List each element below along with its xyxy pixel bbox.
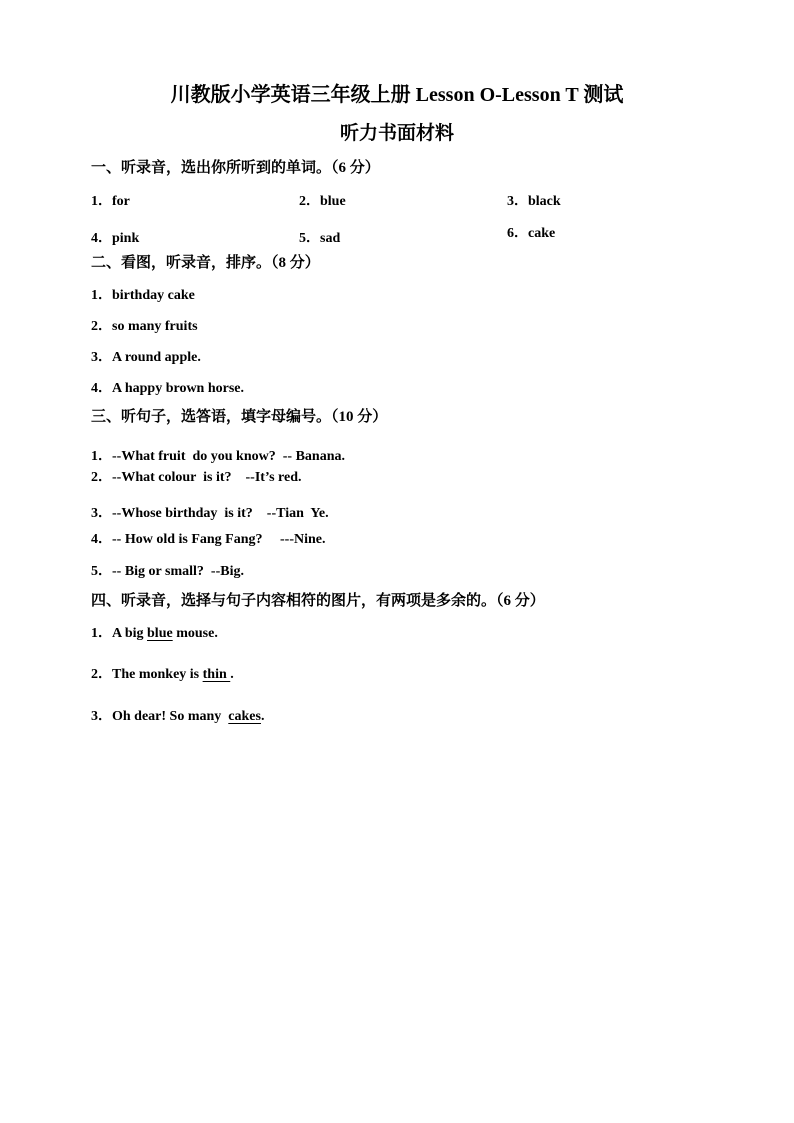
section-3-item: 3．--Whose birthday is it? --Tian Ye. (91, 506, 329, 521)
underlined-word: thin (202, 667, 231, 682)
page-subtitle: 听力书面材料 (339, 123, 454, 144)
section-1-heading: 一、听录音，选出你所听到的单词。（6 分） (91, 160, 380, 176)
section-1-item: 1．for (91, 194, 130, 209)
section-1-item: 3．black (507, 194, 561, 209)
page-title: 川教版小学英语三年级上册 Lesson O-Lesson T 测试 (170, 84, 624, 106)
section-3-item: 4．-- How old is Fang Fang? ---Nine. (91, 532, 326, 547)
section-2-item: 3．A round apple. (91, 350, 201, 365)
section-4-item: 2．The monkey is thin . (91, 667, 234, 682)
section-3-item: 2．--What colour is it? --It’s red. (91, 470, 302, 485)
section-3-item: 1．--What fruit do you know? -- Banana. (91, 449, 345, 464)
section-2-item: 1．birthday cake (91, 288, 195, 303)
section-2-item: 4．A happy brown horse. (91, 381, 245, 396)
underlined-word: cakes (228, 709, 261, 724)
section-4-item: 3．Oh dear! So many cakes. (91, 709, 265, 724)
underlined-word: blue (147, 626, 173, 641)
section-4-item: 1．A big blue mouse. (91, 626, 218, 641)
section-3-item: 5．-- Big or small? --Big. (91, 564, 244, 579)
section-4-heading: 四、听录音，选择与句子内容相符的图片，有两项是多余的。（6 分） (91, 593, 545, 609)
section-1-item: 4．pink (91, 231, 140, 246)
section-2-heading: 二、看图，听录音，排序。（8 分） (91, 255, 320, 271)
section-1-item: 6．cake (507, 226, 556, 241)
section-1-item: 5．sad (299, 231, 341, 246)
section-1-item: 2．blue (299, 194, 346, 209)
section-2-item: 2．so many fruits (91, 319, 198, 334)
section-3-heading: 三、听句子，选答语，填字母编号。（10 分） (91, 409, 388, 425)
